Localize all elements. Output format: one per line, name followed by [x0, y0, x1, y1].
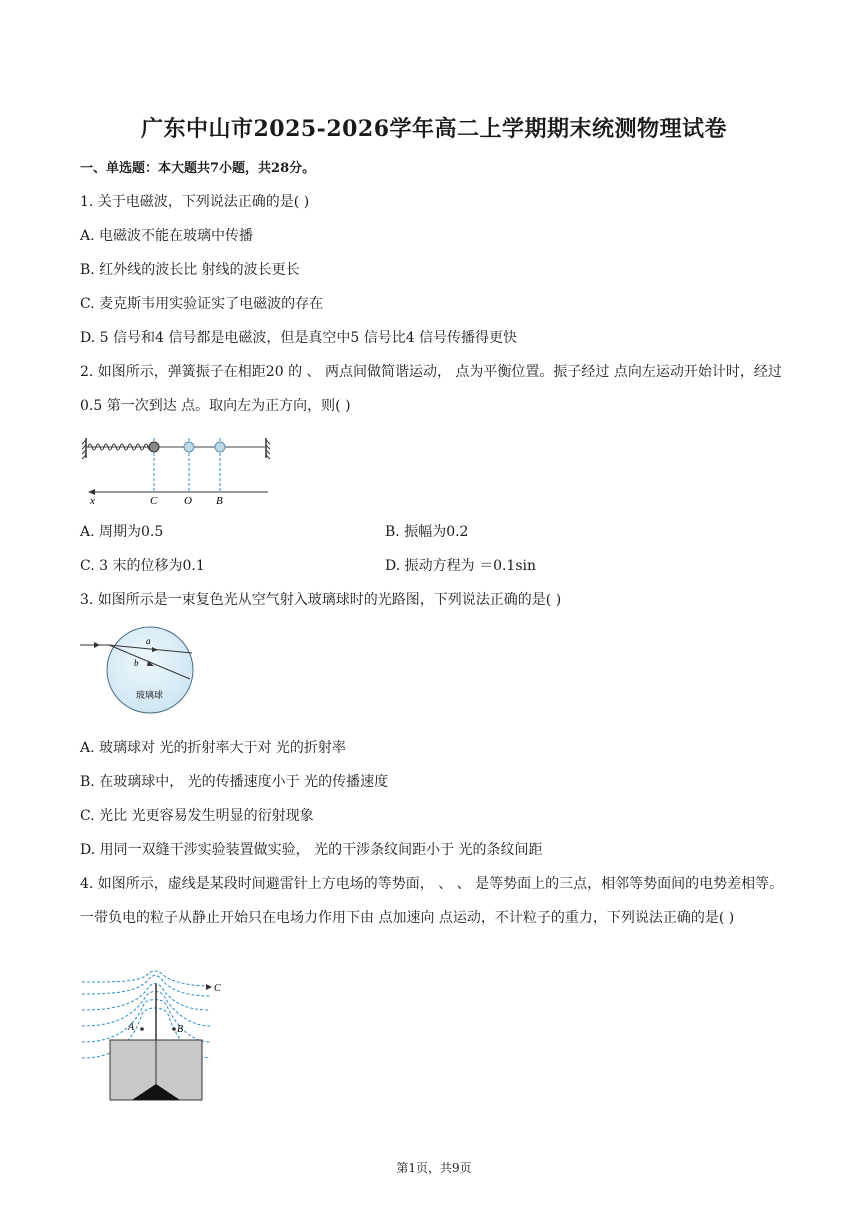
glass-sphere-label: 玻璃球 [136, 691, 164, 701]
question-3-option-a: A. 玻璃球对 光的折射率大于对 光的折射率 [80, 740, 346, 756]
question-4-stem: 4. 如图所示，虚线是某段时间避雷针上方电场的等势面， 、 、 是等势面上的三点，相邻等势面间的电势差相等。一带负电的粒子从静止开始只在电场力作用下由 点加速向 点运动，不计粒子的重力，下列说法正确的是( ) [80, 876, 784, 926]
question-1-option-d: D. 5 信号和4 信号都是电磁波，但是真空中5 信号比4 信号传播得更快 [80, 330, 518, 346]
question-2-option-c: C. 3 末的位移为0.1 [80, 558, 205, 574]
page-title: 广东中山市2025-2026学年高二上学期期末统测物理试卷 [140, 116, 728, 142]
question-3-option-c: C. 光比 光更容易发生明显的衍射现象 [80, 808, 314, 824]
question-1-option-b: B. 红外线的波长比 射线的波长更长 [80, 262, 300, 278]
question-3-stem: 3. 如图所示是一束复色光从空气射入玻璃球时的光路图，下列说法正确的是( ) [80, 592, 562, 608]
ray-label-a: a [146, 636, 151, 646]
question-1-option-a: A. 电磁波不能在玻璃中传播 [80, 228, 254, 244]
question-1-stem: 1. 关于电磁波，下列说法正确的是( ) [80, 194, 310, 210]
question-3-option-d: D. 用同一双缝干涉实验装置做实验， 光的干涉条纹间距小于 光的条纹间距 [80, 842, 543, 858]
point-label-c: C [214, 983, 221, 994]
spring-oscillator-figure [80, 430, 280, 508]
ray-label-b: b [134, 658, 139, 668]
glass-sphere-figure [80, 623, 200, 719]
point-label-b: B [216, 495, 223, 507]
question-2-stem: 2. 如图所示，弹簧振子在相距20 的 、 两点间做简谐运动， 点为平衡位置。振子经过 点向左运动开始计时，经过0.5 第一次到达 点。取向左为正方向，则( ) [80, 364, 782, 414]
question-1-option-c: C. 麦克斯韦用实验证实了电磁波的存在 [80, 296, 324, 312]
section-heading: 一、单选题：本大题共7小题，共28分。 [80, 161, 316, 176]
page-footer: 第1页，共9页 [396, 1161, 472, 1175]
question-2-option-d: D. 振动方程为 ＝0.1sin [385, 558, 537, 574]
axis-label-x: x [90, 495, 95, 507]
question-2-option-b: B. 振幅为0.2 [385, 524, 469, 540]
question-2-option-a: A. 周期为0.5 [80, 524, 164, 540]
point-label-b: B [177, 1024, 184, 1035]
question-3-option-b: B. 在玻璃球中， 光的传播速度小于 光的传播速度 [80, 774, 389, 790]
point-label-o: O [184, 495, 192, 507]
lightning-rod-figure [80, 970, 230, 1104]
point-label-c: C [150, 495, 158, 507]
point-label-a: A [128, 1022, 135, 1033]
